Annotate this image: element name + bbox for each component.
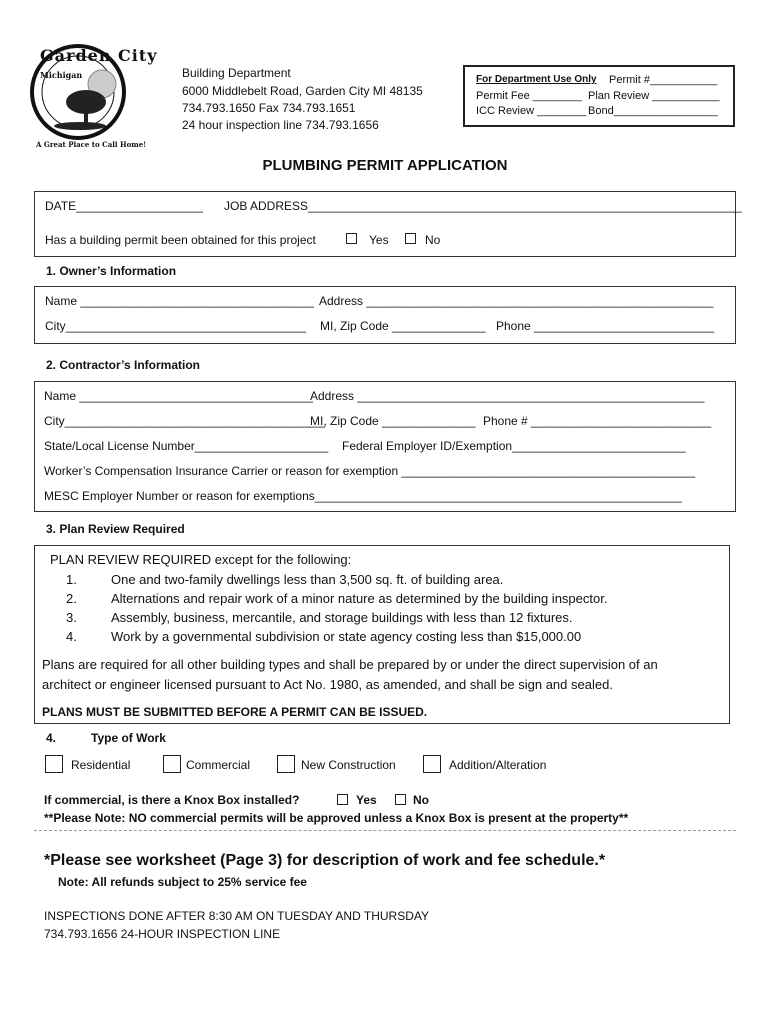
building-permit-question: Has a building permit been obtained for this project (45, 233, 316, 247)
plan-review-item-number: 4. (66, 629, 77, 644)
plan-review-item-number: 2. (66, 591, 77, 606)
department-name: Building Department (182, 66, 291, 80)
workers-comp-field[interactable]: Worker’s Compensation Insurance Carrier or reason for exemption ____________________________________________ (44, 464, 696, 478)
building-permit-yes-checkbox[interactable] (346, 233, 357, 244)
logo-name: Garden City (40, 46, 158, 65)
owner-city-field[interactable]: City____________________________________ (45, 319, 306, 333)
inspection-schedule: INSPECTIONS DONE AFTER 8:30 AM ON TUESDAY AND THURSDAY (44, 909, 429, 923)
plan-review-fee-field[interactable]: Plan Review ___________ (588, 90, 720, 102)
permit-fee-field[interactable]: Permit Fee ________ (476, 90, 582, 102)
plan-review-item-number: 1. (66, 572, 77, 587)
commercial-label: Commercial (186, 758, 251, 772)
knox-box-no-label: No (413, 793, 429, 807)
license-number-field[interactable]: State/Local License Number____________________ (44, 439, 329, 453)
knox-box-question: If commercial, is there a Knox Box installed? (44, 793, 300, 807)
new-construction-checkbox[interactable] (277, 755, 295, 773)
plan-review-heading: 3. Plan Review Required (46, 522, 185, 536)
contractor-heading: 2. Contractor’s Information (46, 358, 201, 372)
plan-review-paragraph-line2: architect or engineer licensed pursuant to Act No. 1980, as amended, and shall be sign and sealed. (42, 677, 613, 692)
knox-box-yes-checkbox[interactable] (337, 794, 348, 805)
new-construction-label: New Construction (301, 758, 396, 772)
logo-tagline: A Great Place to Call Home! (36, 140, 147, 149)
icc-review-field[interactable]: ICC Review ________ (476, 105, 587, 117)
knox-box-yes-label: Yes (356, 793, 377, 807)
owner-address-field[interactable]: Address ____________________________________________________ (319, 294, 714, 308)
refund-note: Note: All refunds subject to 25% service fee (58, 875, 307, 889)
contractor-address-field[interactable]: Address ____________________________________________________ (310, 389, 705, 403)
plan-review-item-text: Assembly, business, mercantile, and storage buildings with less than 12 fixtures. (111, 610, 573, 625)
form-title: PLUMBING PERMIT APPLICATION (262, 157, 508, 174)
owner-name-field[interactable]: Name ___________________________________ (45, 294, 314, 308)
owner-zip-field[interactable]: MI, Zip Code ______________ (320, 319, 486, 333)
plan-review-item-text: Alternations and repair work of a minor nature as determined by the building inspector. (111, 591, 608, 606)
inspection-phone-line: 734.793.1656 24-HOUR INSPECTION LINE (44, 927, 281, 941)
bond-field[interactable]: Bond_________________ (588, 105, 718, 117)
plan-review-paragraph-line1: Plans are required for all other building types and shall be prepared by or under the direct supervision of an (42, 657, 658, 672)
contractor-phone-field[interactable]: Phone # ___________________________ (483, 414, 712, 428)
residential-checkbox[interactable] (45, 755, 63, 773)
addition-alteration-checkbox[interactable] (423, 755, 441, 773)
commercial-checkbox[interactable] (163, 755, 181, 773)
contractor-city-field[interactable]: City_______________________________________ (44, 414, 325, 428)
plans-must-be-submitted: PLANS MUST BE SUBMITTED BEFORE A PERMIT CAN BE ISSUED. (42, 705, 428, 719)
owner-heading: 1. Owner’s Information (46, 264, 177, 278)
knox-box-no-checkbox[interactable] (395, 794, 406, 805)
department-phones: 734.793.1650 Fax 734.793.1651 (182, 101, 356, 115)
contractor-name-field[interactable]: Name ___________________________________ (44, 389, 313, 403)
knox-box-note: **Please Note: NO commercial permits will be approved unless a Knox Box is present at the property** (44, 811, 629, 825)
department-address: 6000 Middlebelt Road, Garden City MI 48135 (182, 84, 423, 98)
plan-review-item-text: Work by a governmental subdivision or state agency costing less than $15,000.00 (111, 629, 582, 644)
owner-phone-field[interactable]: Phone ___________________________ (496, 319, 715, 333)
addition-alteration-label: Addition/Alteration (449, 758, 547, 772)
contractor-zip-field[interactable]: MI, Zip Code ______________ (310, 414, 476, 428)
department-inspection-line: 24 hour inspection line 734.793.1656 (182, 118, 379, 132)
city-logo (18, 40, 158, 152)
building-permit-yes-label: Yes (369, 233, 389, 247)
dept-use-label: For Department Use Only (476, 74, 597, 85)
building-permit-no-checkbox[interactable] (405, 233, 416, 244)
work-type-heading: Type of Work (91, 731, 166, 745)
plan-review-item-number: 3. (66, 610, 77, 625)
job-address-field[interactable]: JOB ADDRESS_________________________________________________________________ (224, 199, 742, 213)
plan-review-intro: PLAN REVIEW REQUIRED except for the following: (50, 552, 352, 567)
residential-label: Residential (71, 758, 131, 772)
logo-state: Michigan (40, 70, 83, 80)
worksheet-note: *Please see worksheet (Page 3) for description of work and fee schedule.* (44, 852, 606, 869)
plan-review-item-text: One and two-family dwellings less than 3,500 sq. ft. of building area. (111, 572, 504, 587)
mesc-field[interactable]: MESC Employer Number or reason for exemptions_______________________________________________________ (44, 489, 682, 503)
building-permit-no-label: No (425, 233, 441, 247)
permit-number-field[interactable]: Permit #___________ (609, 74, 718, 86)
section-divider (34, 830, 736, 831)
date-field[interactable]: DATE___________________ (45, 199, 203, 213)
federal-id-field[interactable]: Federal Employer ID/Exemption__________________________ (342, 439, 686, 453)
work-type-number: 4. (46, 731, 57, 745)
